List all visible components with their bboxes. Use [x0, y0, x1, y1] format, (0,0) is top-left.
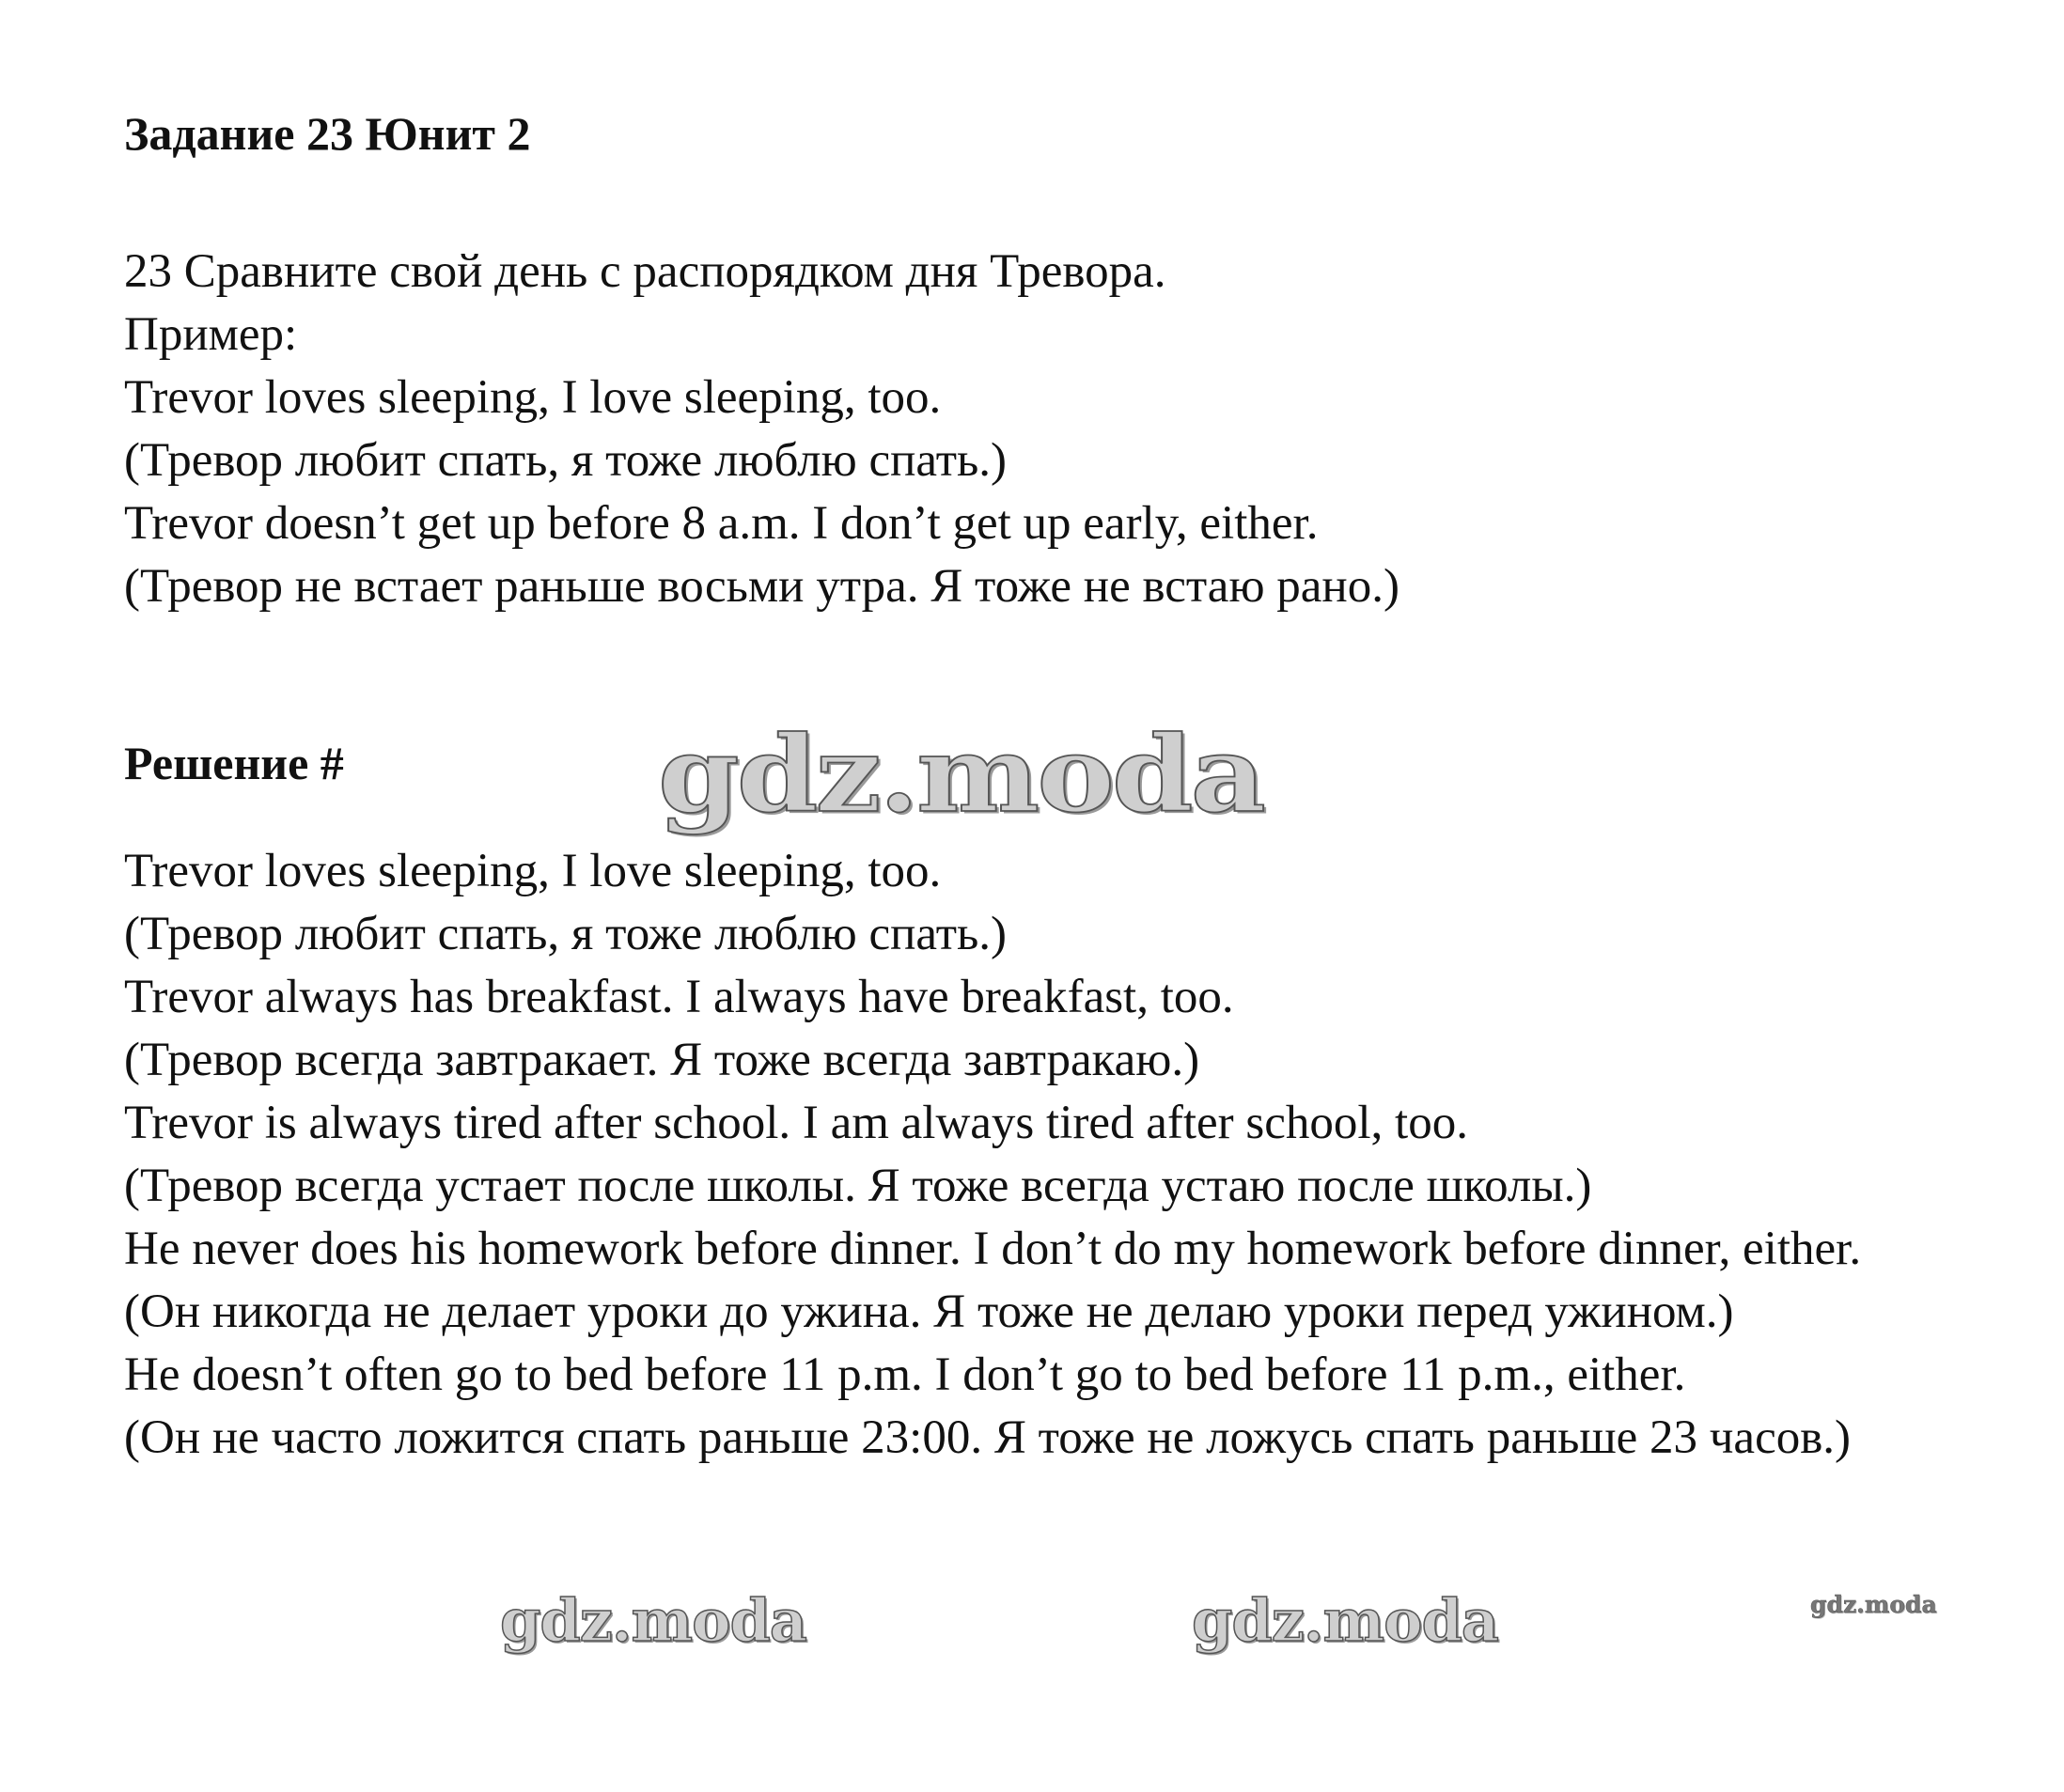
- task-line: Trevor loves sleeping, I love sleeping, too.: [124, 371, 942, 424]
- task-line: Пример:: [124, 308, 298, 361]
- watermark-logo-bottom-center: gdz.moda: [1192, 1586, 1498, 1655]
- solution-line: Trevor always has breakfast. I always have breakfast, too.: [124, 971, 1234, 1023]
- solution-line: Trevor is always tired after school. I am always tired after school, too.: [124, 1097, 1468, 1149]
- task-line: (Тревор любит спать, я тоже люблю спать.): [124, 434, 1007, 487]
- watermark-logo: gdz.moda: [658, 713, 1263, 836]
- solution-text: [124, 840, 1966, 1470]
- solution-line: He doesn’t often go to bed before 11 p.m. I don’t go to bed before 11 p.m., either.: [124, 1348, 1686, 1401]
- task-text: [124, 241, 1966, 618]
- task-line: 23 Сравните свой день с распорядком дня Тревора.: [124, 245, 1166, 298]
- solution-title: Решение #: [124, 737, 344, 789]
- solution-paragraph: (Он не часто ложится спать раньше 23:00. Я тоже не ложусь спать раньше 23 часов.): [124, 1411, 1852, 1464]
- task-title: Задание 23 Юнит 2: [124, 107, 531, 160]
- task-line: (Тревор не встает раньше восьми утра. Я тоже не встаю рано.): [124, 560, 1399, 613]
- solution-paragraph: (Он никогда не делает уроки до ужина. Я тоже не делаю уроки перед ужином.): [124, 1286, 1734, 1338]
- solution-line: (Тревор всегда завтракает. Я тоже всегда завтракаю.): [124, 1034, 1200, 1086]
- solution-line: (Тревор любит спать, я тоже люблю спать.): [124, 908, 1007, 960]
- watermark-logo-bottom-left: gdz.moda: [500, 1586, 806, 1655]
- watermark-logo-small: gdz.moda: [1810, 1591, 1937, 1618]
- solution-line: Trevor loves sleeping, I love sleeping, too.: [124, 845, 942, 897]
- task-line: Trevor doesn’t get up before 8 a.m. I don’t get up early, either.: [124, 497, 1319, 550]
- solution-paragraph: He never does his homework before dinner. I don’t do my homework before dinner, either.: [124, 1223, 1862, 1275]
- solution-line: (Тревор всегда устает после школы. Я тоже всегда устаю после школы.): [124, 1160, 1592, 1212]
